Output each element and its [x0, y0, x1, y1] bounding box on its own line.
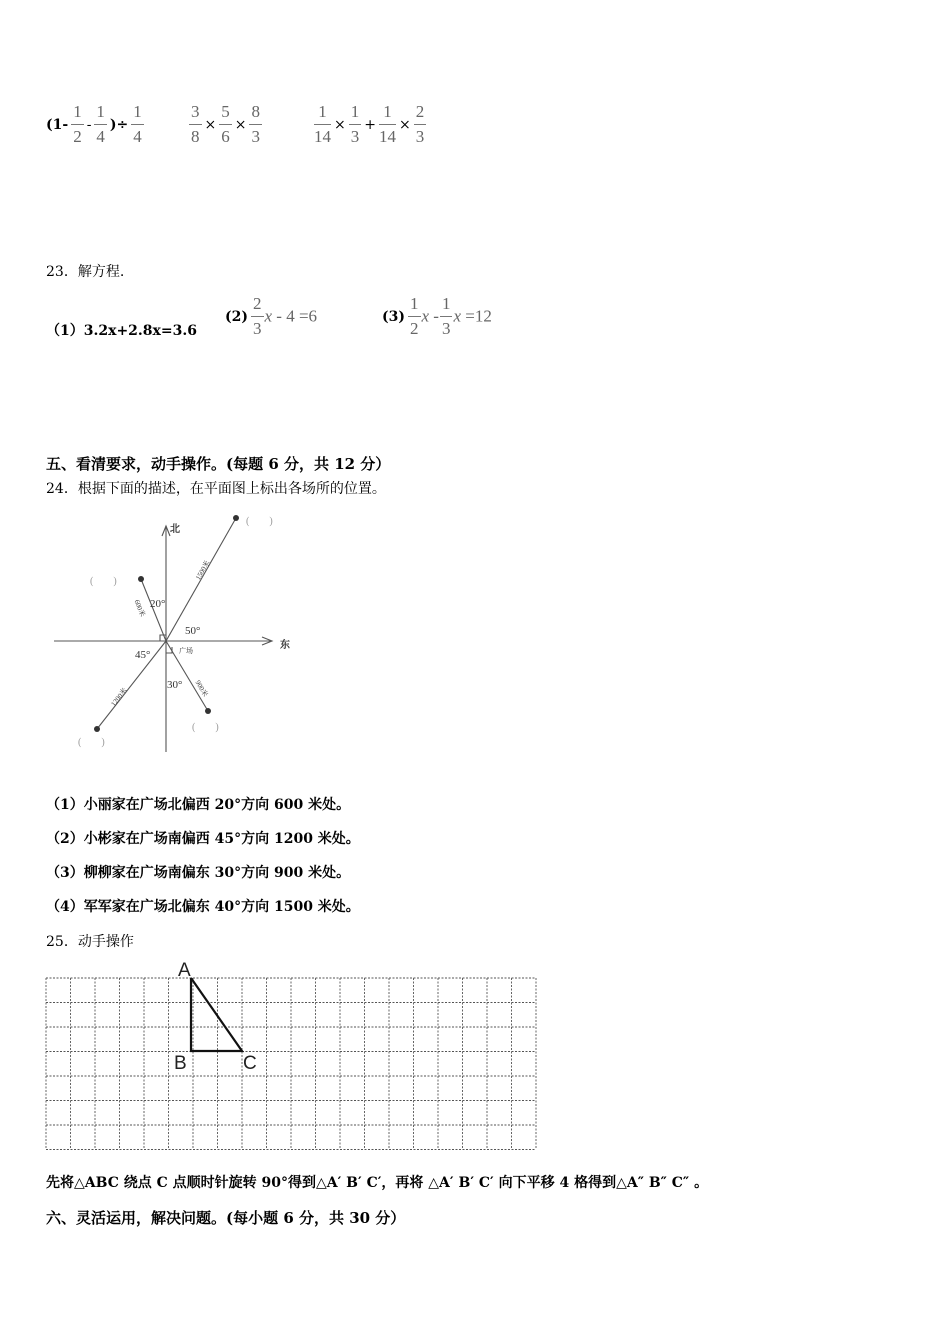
vertex-b-label: B [174, 1053, 187, 1074]
fraction: $\frac{1}{14}$ [314, 102, 331, 146]
grid-diagram [44, 960, 540, 1152]
q24-title: 24．根据下面的描述，在平面图上标出各场所的位置。 [46, 481, 386, 497]
q24-item-4: （4）军军家在广场北偏东 40°方向 1500 米处。 [46, 899, 360, 915]
expr1-open: (1- [46, 116, 69, 133]
angle-label: 50° [185, 625, 201, 637]
fraction: $\frac{1}{2}$ [410, 294, 419, 338]
distance-label: 900米 [193, 679, 210, 699]
point-marker [205, 708, 211, 714]
blank-label: ( ) [192, 722, 219, 733]
distance-label: 600米 [132, 598, 147, 618]
q24-item-3: （3）柳柳家在广场南偏东 30°方向 900 米处。 [46, 865, 351, 881]
ray-sw [97, 641, 166, 729]
fraction: $\frac{1}{2}$ [73, 102, 82, 146]
q22-expression-2: $\frac{3}{8}$ × $\frac{5}{6}$ × $\frac{8}{3}$ [188, 100, 263, 149]
q25-title: 25．动手操作 [46, 934, 134, 950]
vertex-a-label: A [178, 960, 191, 981]
point-marker [94, 726, 100, 732]
fraction: $\frac{2}{3}$ [253, 294, 262, 338]
grid [46, 978, 536, 1150]
fraction: $\frac{1}{4}$ [133, 102, 142, 146]
angle-label: 45° [135, 649, 151, 661]
q24-item-2: （2）小彬家在广场南偏西 45°方向 1200 米处。 [46, 831, 360, 847]
fraction: $\frac{3}{8}$ [191, 102, 200, 146]
angle-label: 30° [167, 679, 183, 691]
q24-item-1: （1）小丽家在广场北偏西 20°方向 600 米处。 [46, 797, 351, 813]
fraction: $\frac{2}{3}$ [415, 102, 425, 146]
section-5-title: 五、看清要求，动手操作。(每题 6 分，共 12 分） [46, 455, 391, 473]
blank-label: ( ) [78, 737, 105, 748]
q23-equation-2: (2) $\frac{2}{3}$ x - 4 =6 [223, 292, 317, 341]
point-marker [138, 576, 144, 582]
fraction: $\frac{1}{3}$ [441, 294, 451, 338]
fraction: $\frac{1}{14}$ [378, 102, 396, 146]
center-label: 广场 [179, 647, 193, 655]
direction-diagram [50, 512, 300, 757]
q22-expression-1: (1- $\frac{1}{2}$ - $\frac{1}{4}$ )÷ $\frac{1}{4}$ [44, 100, 145, 149]
fraction: $\frac{5}{6}$ [221, 102, 230, 146]
q23-title: 23．解方程. [46, 264, 125, 280]
q25-instruction: 先将△ABC 绕点 C 点顺时针旋转 90°得到△A′ B′ C′，再将 △A′ B′ C′ 向下平移 4 格得到△A″ B″ C″ 。 [46, 1175, 709, 1191]
q22-expression-3: $\frac{1}{14}$ × $\frac{1}{3}$ + $\frac{1}{14}$ × $\frac{2}{3}$ [313, 100, 427, 149]
triangle-abc [191, 978, 242, 1051]
distance-label: 1200米 [109, 686, 129, 708]
north-label: 北 [170, 524, 180, 535]
angle-label: 20° [150, 598, 166, 610]
east-label: 东 [280, 640, 290, 651]
fraction: $\frac{8}{3}$ [251, 102, 260, 146]
section-6-title: 六、灵活运用，解决问题。(每小题 6 分，共 30 分） [46, 1209, 406, 1227]
point-marker [233, 515, 239, 521]
q23-equation-3: (3) $\frac{1}{2}$ x - $\frac{1}{3}$ x =12 [380, 292, 492, 341]
blank-label: ( ) [246, 516, 273, 527]
blank-label: ( ) [90, 576, 117, 587]
q23-equation-1: （1）3.2x+2.8x=3.6 [46, 323, 197, 339]
fraction: $\frac{1}{4}$ [96, 102, 105, 146]
distance-label: 1500米 [194, 559, 212, 582]
vertex-c-label: C [243, 1053, 257, 1074]
fraction: $\frac{1}{3}$ [350, 102, 360, 146]
